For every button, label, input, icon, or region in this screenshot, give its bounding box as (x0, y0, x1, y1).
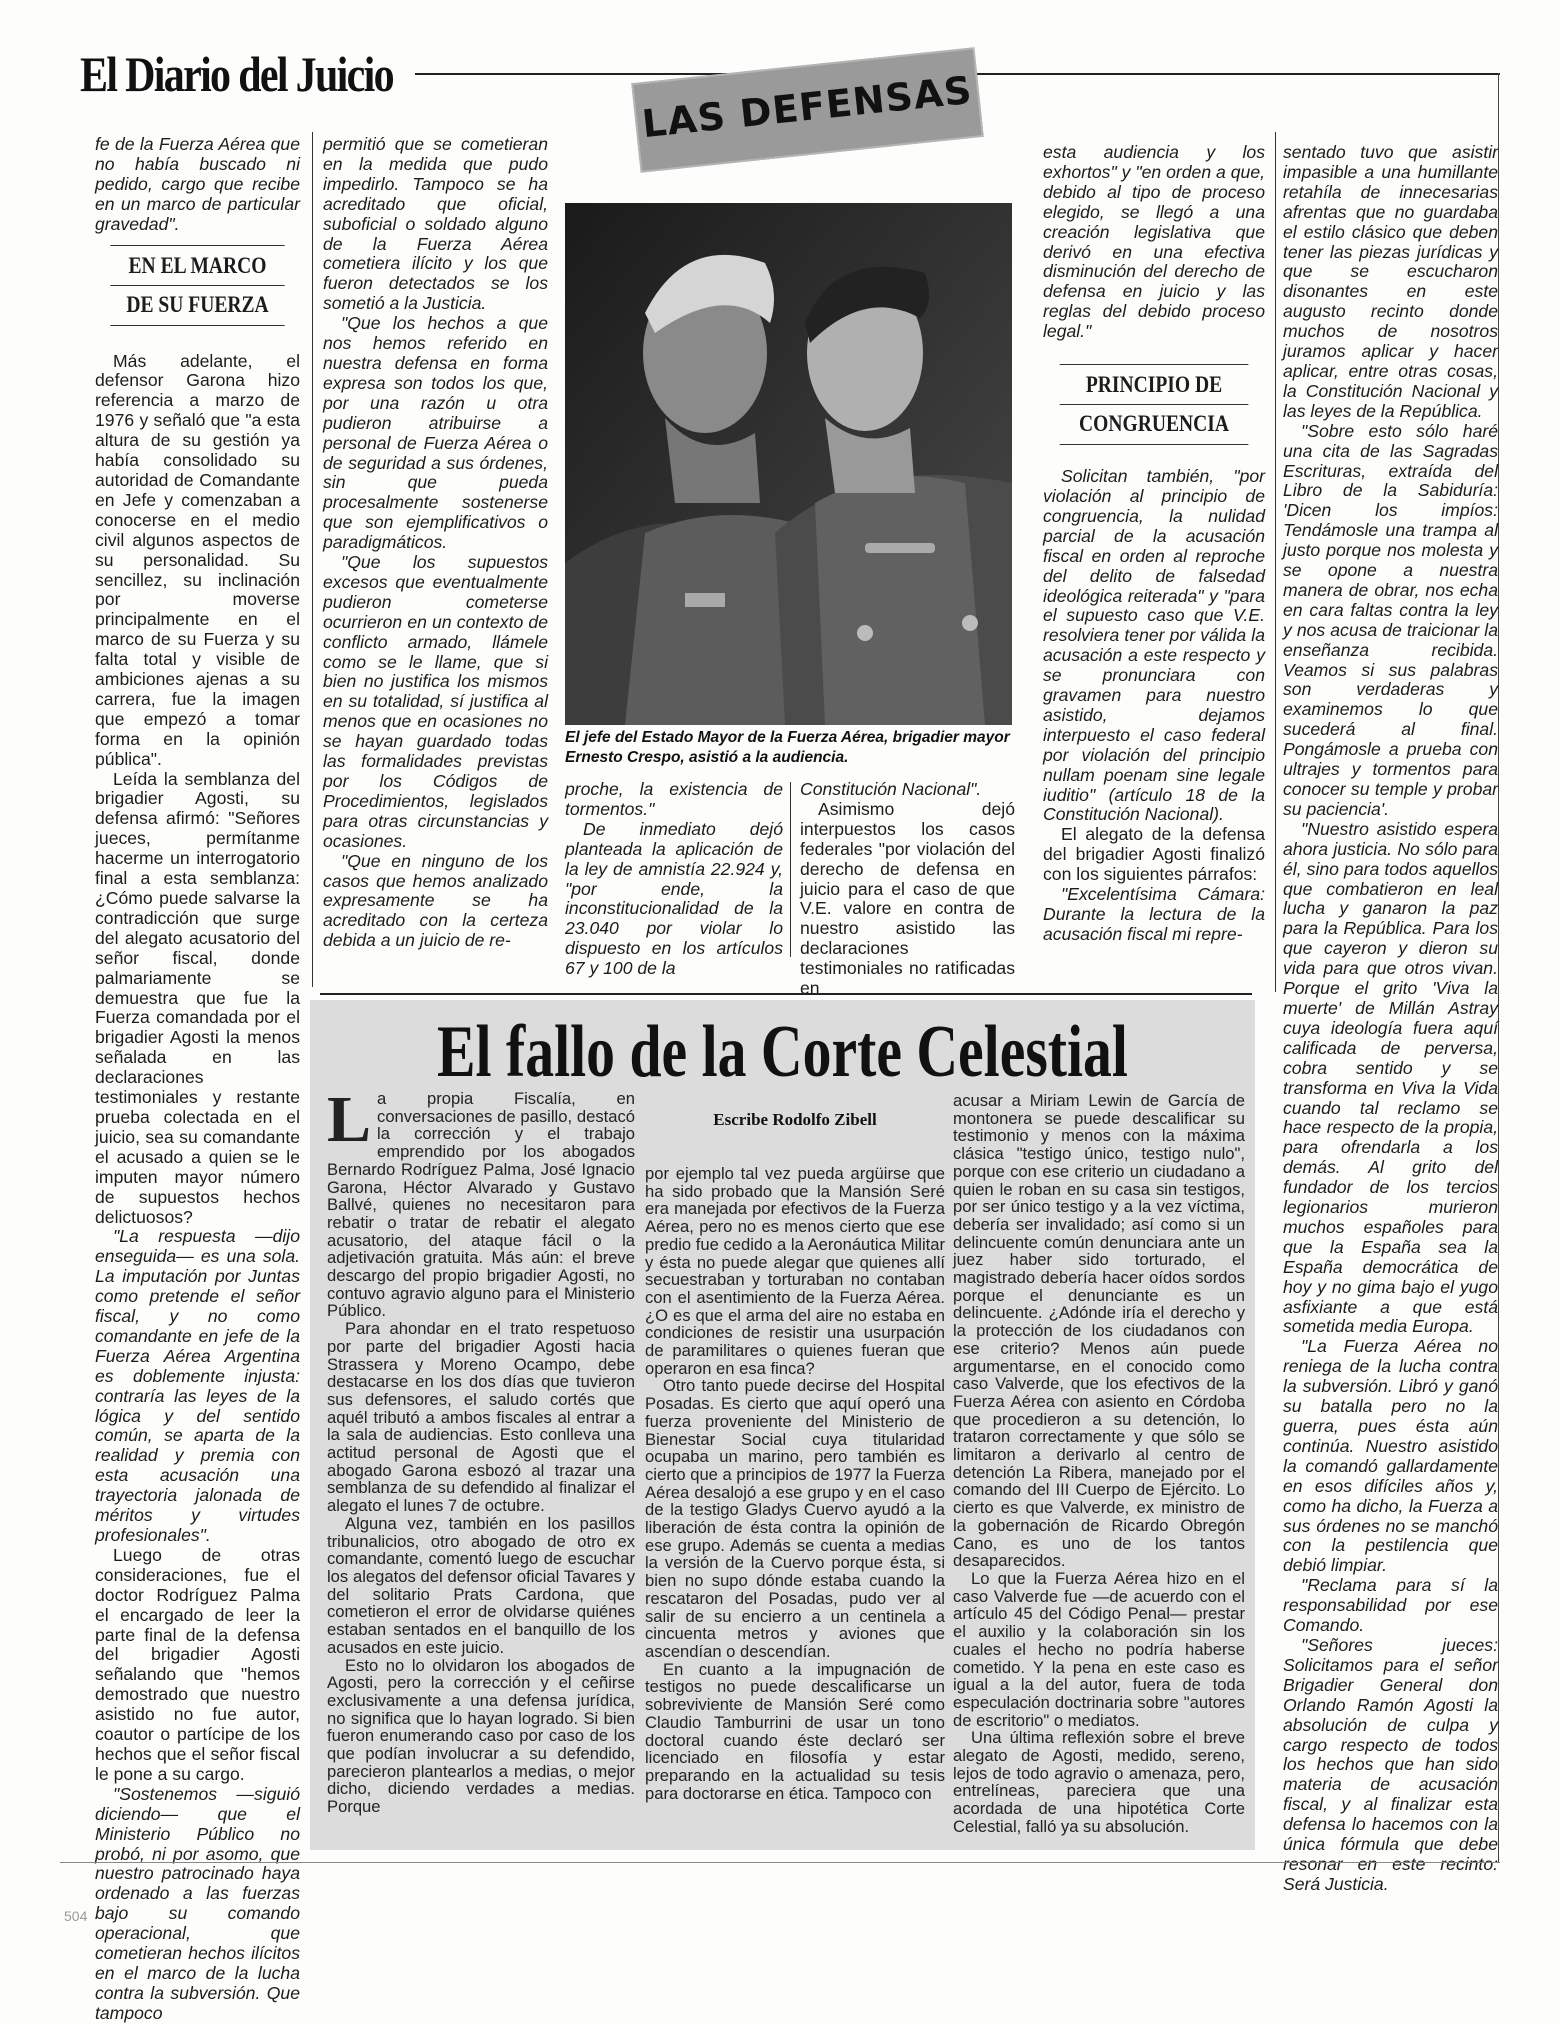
paragraph: El alegato de la defensa del brigadier Agosti finalizó con los siguientes párrafos: (1043, 824, 1265, 885)
paragraph: "La Fuerza Aérea no reniega de la lucha contra la subversión. Libró y ganó su batalla pero no la guerra, pues ésta aún continúa. Nuestro asistido la comandó gallardamente en esos difíciles años y, como ha dicho, la Fuerza a sus órdenes no se manchó con la pestilencia que debió limpiar. (1283, 1336, 1498, 1576)
column-1 (95, 134, 300, 2023)
column-5 (1283, 142, 1498, 1894)
paragraph: proche, la existencia de tormentos." (565, 779, 783, 819)
paragraph: "Que los supuestos excesos que eventualmente pudieron cometerse ocurrieron en un contexto de conflicto armado, llámele como se le llame, que si bien no justifica los mismos en su totalidad, sí justifica al menos que en ocasiones no se hayan guardado todas las formalidades previstas por los Códigos de Procedimientos, legislados para otras circunstancias y ocasiones. (323, 552, 548, 851)
column-divider (790, 782, 791, 957)
paragraph: Solicitan también, "por violación al principio de congruencia, la nulidad parcial de la acusación fiscal en orden al reproche del delito de falsedad ideológica reiterada" y "para el supuesto caso que V.E. resolviera tener por válida la acusación a este respecto y se pronunciara con gravamen para nuestro asistido, dejamos interpuesto el caso federal por violación del principio nullam poenam sine legale iuditio" (artículo 18 de la Constitución Nacional). (1043, 466, 1265, 825)
paragraph: Otro tanto puede decirse del Hospital Posadas. Es cierto que aquí operó una fuerza proveniente del Ministerio de Bienestar Social cuya titularidad ocupaba un marino, pero también es cierto que a principios de 1977 la Fuerza Aérea desalojó a ese grupo y en el caso de la testigo Gladys Cuervo ayudó a la liberación de ésta contra la opinión de ese grupo. Además se cuenta a medias la versión de la Cuervo porque ésta, si bien no supo dónde estaba cuando la rescataron del Posadas, pudo ver al salir de su encierro a un centinela a cincuenta metros y aviones que ascendían o descendían. (645, 1376, 945, 1661)
right-border-rule (1498, 73, 1499, 1863)
column-3a (565, 779, 783, 979)
paragraph: Asimismo dejó interpuestos los casos federales "por violación del derecho de defensa en juicio para el caso de que V.E. valore en contra de nuestro asistido las declaraciones testimoniales no ratificadas en (800, 798, 1015, 999)
paragraph: "Excelentísima Cámara: Durante la lectura de la acusación fiscal mi repre- (1043, 884, 1265, 944)
photo-caption: El jefe del Estado Mayor de la Fuerza Aérea, brigadier mayor Ernesto Crespo, asistió a la audiencia. (565, 729, 1010, 766)
footer-rule (60, 1862, 1500, 1863)
paragraph: "Que los hechos a que nos hemos referido en nuestra defensa en forma expresa son todos los que, por una razón u otra pudieron atribuirse a personal de Fuerza Aérea o de seguridad a sus órdenes, sin que pueda procesalmente sostenerse que son ejemplificativos o paradigmáticos. (323, 313, 548, 553)
column-2 (323, 135, 548, 961)
paragraph: Lo que la Fuerza Aérea hizo en el caso Valverde fue —de acuerdo con el artículo 45 del Código Penal— prestar el auxilio y la colaboración sin los cuales el hecho no podría haberse cometido. Y la pena en este caso es igual a la del autor, fuera de toda especulación doctrinaria sobre "autores de escritorio" o mediatos. (953, 1568, 1245, 1730)
paragraph: Constitución Nacional". (800, 779, 982, 799)
paragraph: Una última reflexión sobre el breve alegato de Agosti, medido, sereno, lejos de todo agravio o amenaza, pero, entrelíneas, pareciera que una acordada de una hipotética Corte Celestial, falló ya su absolución. (953, 1728, 1245, 1836)
column-3b (800, 779, 1015, 999)
news-photo (565, 203, 1012, 725)
paragraph: fe de la Fuerza Aérea que no había buscado ni pedido, cargo que recibe en un marco de particular gravedad". (95, 134, 300, 234)
story-top-rule (320, 993, 1252, 995)
story-column-3 (953, 1092, 1245, 1845)
paragraph: sentado tuvo que asistir impasible a una humillante retahíla de innecesarias afrentas que no guardaba el estilo clásico que deben tener las piezas jurídicas y que se escucharon disonantes en este augusto recinto donde muchos de nosotros juramos aplicar y hacer aplicar, entre otras cosas, la Constitución Nacional y las leyes de la República. (1283, 142, 1498, 421)
paragraph: "La respuesta —dijo enseguida— es una sola. La imputación por Juntas como pretende el señor fiscal, y no como comandante en jefe de la Fuerza Aérea Argentina es doblemente injusta: contraría las leyes de la lógica y del sentido común, se aparta de la realidad y premia con esta acusación una trayectoria jalonada de méritos y virtudes profesionales". (95, 1226, 300, 1545)
masthead: El Diario del Juicio (80, 46, 393, 102)
subheading-en-el-marco (110, 245, 284, 326)
paragraph: "Que en ninguno de los casos que hemos analizado expresamente se ha acreditado con la certeza debida a un juicio de re- (323, 850, 548, 951)
subheading-line: CONGRUENCIA (1060, 404, 1249, 439)
paragraph: "Nuestro asistido espera ahora justicia. No sólo para él, sino para todos aquellos que combatieron en leal lucha y ganaron la paz para la República. Para los que cayeron y dieron su vida para que otros vivan. Porque el grito 'Viva la muerte' de Millán Astray cuya ideología fuera aquí calificada de perversa, cobra sentido y se transforma en Viva la Vida cuando tal reclamo se hace respecto de la propia, para ofrendarla a los demás. Al grito del fundador de los tercios legionarios murieron muchos españoles para que la España sea la España democrática de hoy y no gima bajo el yugo asfixiante a que está sometida media Europa. (1283, 818, 1498, 1337)
paragraph: En cuanto a la impugnación de testigos no puede descalificarse un sobreviviente de Mansión Seré como Claudio Tamburrini de usar un tono doctoral cuando éste declaró ser licenciado en filosofía y estar preparando en la actualidad su tesis para doctorarse en ética. Tampoco con (645, 1659, 945, 1803)
paragraph: Más adelante, el defensor Garona hizo referencia a marzo de 1976 y señaló que "a esta altura de su gestión ya había consolidado su autoridad de Comandante en Jefe y comenzaban a conocerse en el medio civil algunos aspectos de su personalidad. Su sencillez, su inclinación por moverse principalmente en el marco de su Fuerza y su falta total y visible de ambiciones ajenas a su carrera, fue la imagen que empezó a tomar forma en la opinión pública". (95, 350, 300, 769)
column-divider (312, 132, 313, 987)
subheading-line: EN EL MARCO (128, 252, 267, 278)
paragraph: acusar a Miriam Lewin de García de montonera se puede descalificar su testimonio y menos con la máxima clásica "testigo único, testigo nulo", porque con ese criterio un ciudadano a quien le roban en su casa sin testigos, por ser único testigo y a la vez víctima, debería ser invalidado; así como si un delincuente común denunciara ante un juez haber sido torturado, el magistrado debería hacer oídos sordos porque el denunciante es un delincuente. ¿Adónde iría el derecho y la protección de los ciudadanos con ese criterio? Menos aún puede argumentarse, en el conocido como caso Valverde, que los efectivos de la Fuerza Aérea con asiento en Córdoba que procedieron a su detención, lo trataron correctamente y que sólo se limitaron a derivarlo al centro de detención La Ribera, manejado por el comando del III Cuerpo de Ejército. Lo cierto es que Valverde, ex ministro de la gobernación de Ricardo Obregón Cano, es uno de los tantos desaparecidos. (953, 1091, 1245, 1571)
story-title: El fallo de la Corte Celestial (437, 1011, 1128, 1093)
photo-two-officers (565, 203, 1012, 725)
paragraph: "Señores jueces: Solicitamos para el señor Brigadier General don Orlando Ramón Agosti la absolución de culpa y cargo respecto de todos los hechos que han sido materia de acusación fiscal, y al finalizar esta defensa lo hacemos con la única fórmula que debe resonar en este recinto: Será Justicia. (1283, 1634, 1498, 1894)
paragraph: "Sobre esto sólo haré una cita de las Sagradas Escrituras, extraída del Libro de la Sabiduría: 'Dicen los impíos: Tendámosle una trampa al justo porque nos molesta y se opone a nuestra manera de obrar, nos echa en cara faltas contra la ley y nos acusa de traicionar la enseñanza recibida. Veamos si sus palabras son verdaderas y examinemos lo que sucederá al final. Pongámosle a prueba con ultrajes y tormentos para conocer su temple y probar su paciencia'. (1283, 420, 1498, 819)
subheading-line: PRINCIPIO DE (1085, 372, 1223, 398)
paragraph: "Sostenemos —siguió diciendo— que el Ministerio Público no probó, ni por asomo, que nuestro patrocinado haya ordenado a las fuerzas bajo su comando operacional, que cometieran hechos ilícitos en el marco de la lucha contra la subversión. Que tampoco (95, 1783, 300, 2023)
page-number: 504 (64, 1908, 88, 1924)
paragraph: De inmediato dejó planteada la aplicación de la ley de amnistía 22.924 y, "por ende, la inconstitucionalidad de la 23.040 por violar lo dispuesto en los artículos 67 y 100 de la (565, 818, 783, 979)
drop-cap: L (327, 1083, 372, 1156)
paragraph: Esto no lo olvidaron los abogados de Agosti, pero la corrección y el ceñirse exclusivamente a una defensa jurídica, no significa que lo hayan logrado. Si bien fueron enumerando caso por caso de los que podían involucrar a su defendido, parecieron plantearlos a medias, o mejor dicho, diciendo verdades a medias. Porque (327, 1655, 635, 1817)
column-4 (1043, 143, 1265, 963)
column-divider (1275, 132, 1276, 992)
paragraph: Alguna vez, también en los pasillos tribunalicios, otro abogado de otro ex comandante, comentó luego de escuchar los alegatos del defensor oficial Tavares y del solitario Prats Cardona, que cometieron el error de olvidarse quiénes estaban sentados en el banquillo de los acusados en este juicio. (327, 1513, 635, 1657)
paragraph: permitió que se cometieran en la medida que pudo impedirlo. Tampoco se ha acreditado que oficial, suboficial o soldado alguno de la Fuerza Aérea cometiera ilícito y los que fueron detectados se los sometió a la Justicia. (323, 134, 548, 314)
paragraph: a propia Fiscalía, en conversaciones de pasillo, destacó la corrección y el trabajo emprendido por los abogados Bernardo Rodríguez Palma, José Ignacio Garona, Héctor Alvarado y Gustavo Ballvé, quienes no necesitaron para rebatir o tratar de rebatir el alegato acusatorio, del ataque fácil o la adjetivación gratuita. Más aún: el breve descargo del propio brigadier Agosti, no contuvo agravio alguno para el Ministerio Público. (327, 1089, 635, 1321)
story-byline: Escribe Rodolfo Zibell (713, 1110, 877, 1129)
paragraph: esta audiencia y los exhortos" y "en orden a que, debido al tipo de proceso elegido, se llegó a una creación legislativa que derivó en una efectiva disminución del derecho de defensa en juicio y las reglas del debido proceso legal." (1043, 142, 1265, 342)
paragraph: Para ahondar en el trato respetuoso por parte del brigadier Agosti hacia Strassera y Moreno Ocampo, debe destacarse en los dos días que tuvieron sus defensores, el saludo cortés que aquél tributó a ambos fiscales al entrar a la sala de audiencias. Esto conlleva una actitud personal de Agosti que el abogado Garona esbozó al trazar una semblanza de su defendido al finalizar el alegato el lunes 7 de octubre. (327, 1319, 635, 1516)
subheading-principio (1060, 364, 1249, 445)
paragraph: por ejemplo tal vez pueda argüirse que ha sido probado que la Mansión Seré era manejada por efectivos de la Fuerza Aérea, pero no es menos cierto que ese predio fue cedido a la Aeronáutica Militar y ésta no puede alegar que quienes allí secuestraban y torturaban no contaban con el asentimiento de la Fuerza Aérea. ¿O es que el arma del aire no estaba en condiciones de resistir una usurpación de paramilitares o quienes fueran que operaron en esa finca? (645, 1164, 945, 1378)
subheading-line: DE SU FUERZA (110, 285, 284, 320)
story-column-2 (645, 1165, 945, 1845)
section-label-stamp: LAS DEFENSAS (631, 47, 984, 173)
paragraph: Leída la semblanza del brigadier Agosti, su defensa afirmó: "Señores jueces, permítanme hacerme un interrogatorio final a esta semblanza: ¿Cómo puede salvarse la contradicción que surge del alegato acusatorio del señor fiscal, donde palmariamente se demuestra que fue la Fuerza comandada por el brigadier Agosti la menos señalada en las declaraciones testimoniales y restante prueba colectada en el juicio, sea su comandante el acusado a quien se le imputen mayor número de supuestos hechos delictuosos? (95, 768, 300, 1227)
story-column-1 (327, 1083, 635, 1845)
paragraph: Luego de otras consideraciones, fue el doctor Rodríguez Palma el encargado de leer la parte final de la defensa del brigadier Agosti señalando que "hemos demostrado que nuestro asistido no fue autor, coautor o partícipe de los hechos que el señor fiscal le pone a su cargo. (95, 1544, 300, 1784)
paragraph: "Reclama para sí la responsabilidad por ese Comando. (1283, 1575, 1498, 1636)
